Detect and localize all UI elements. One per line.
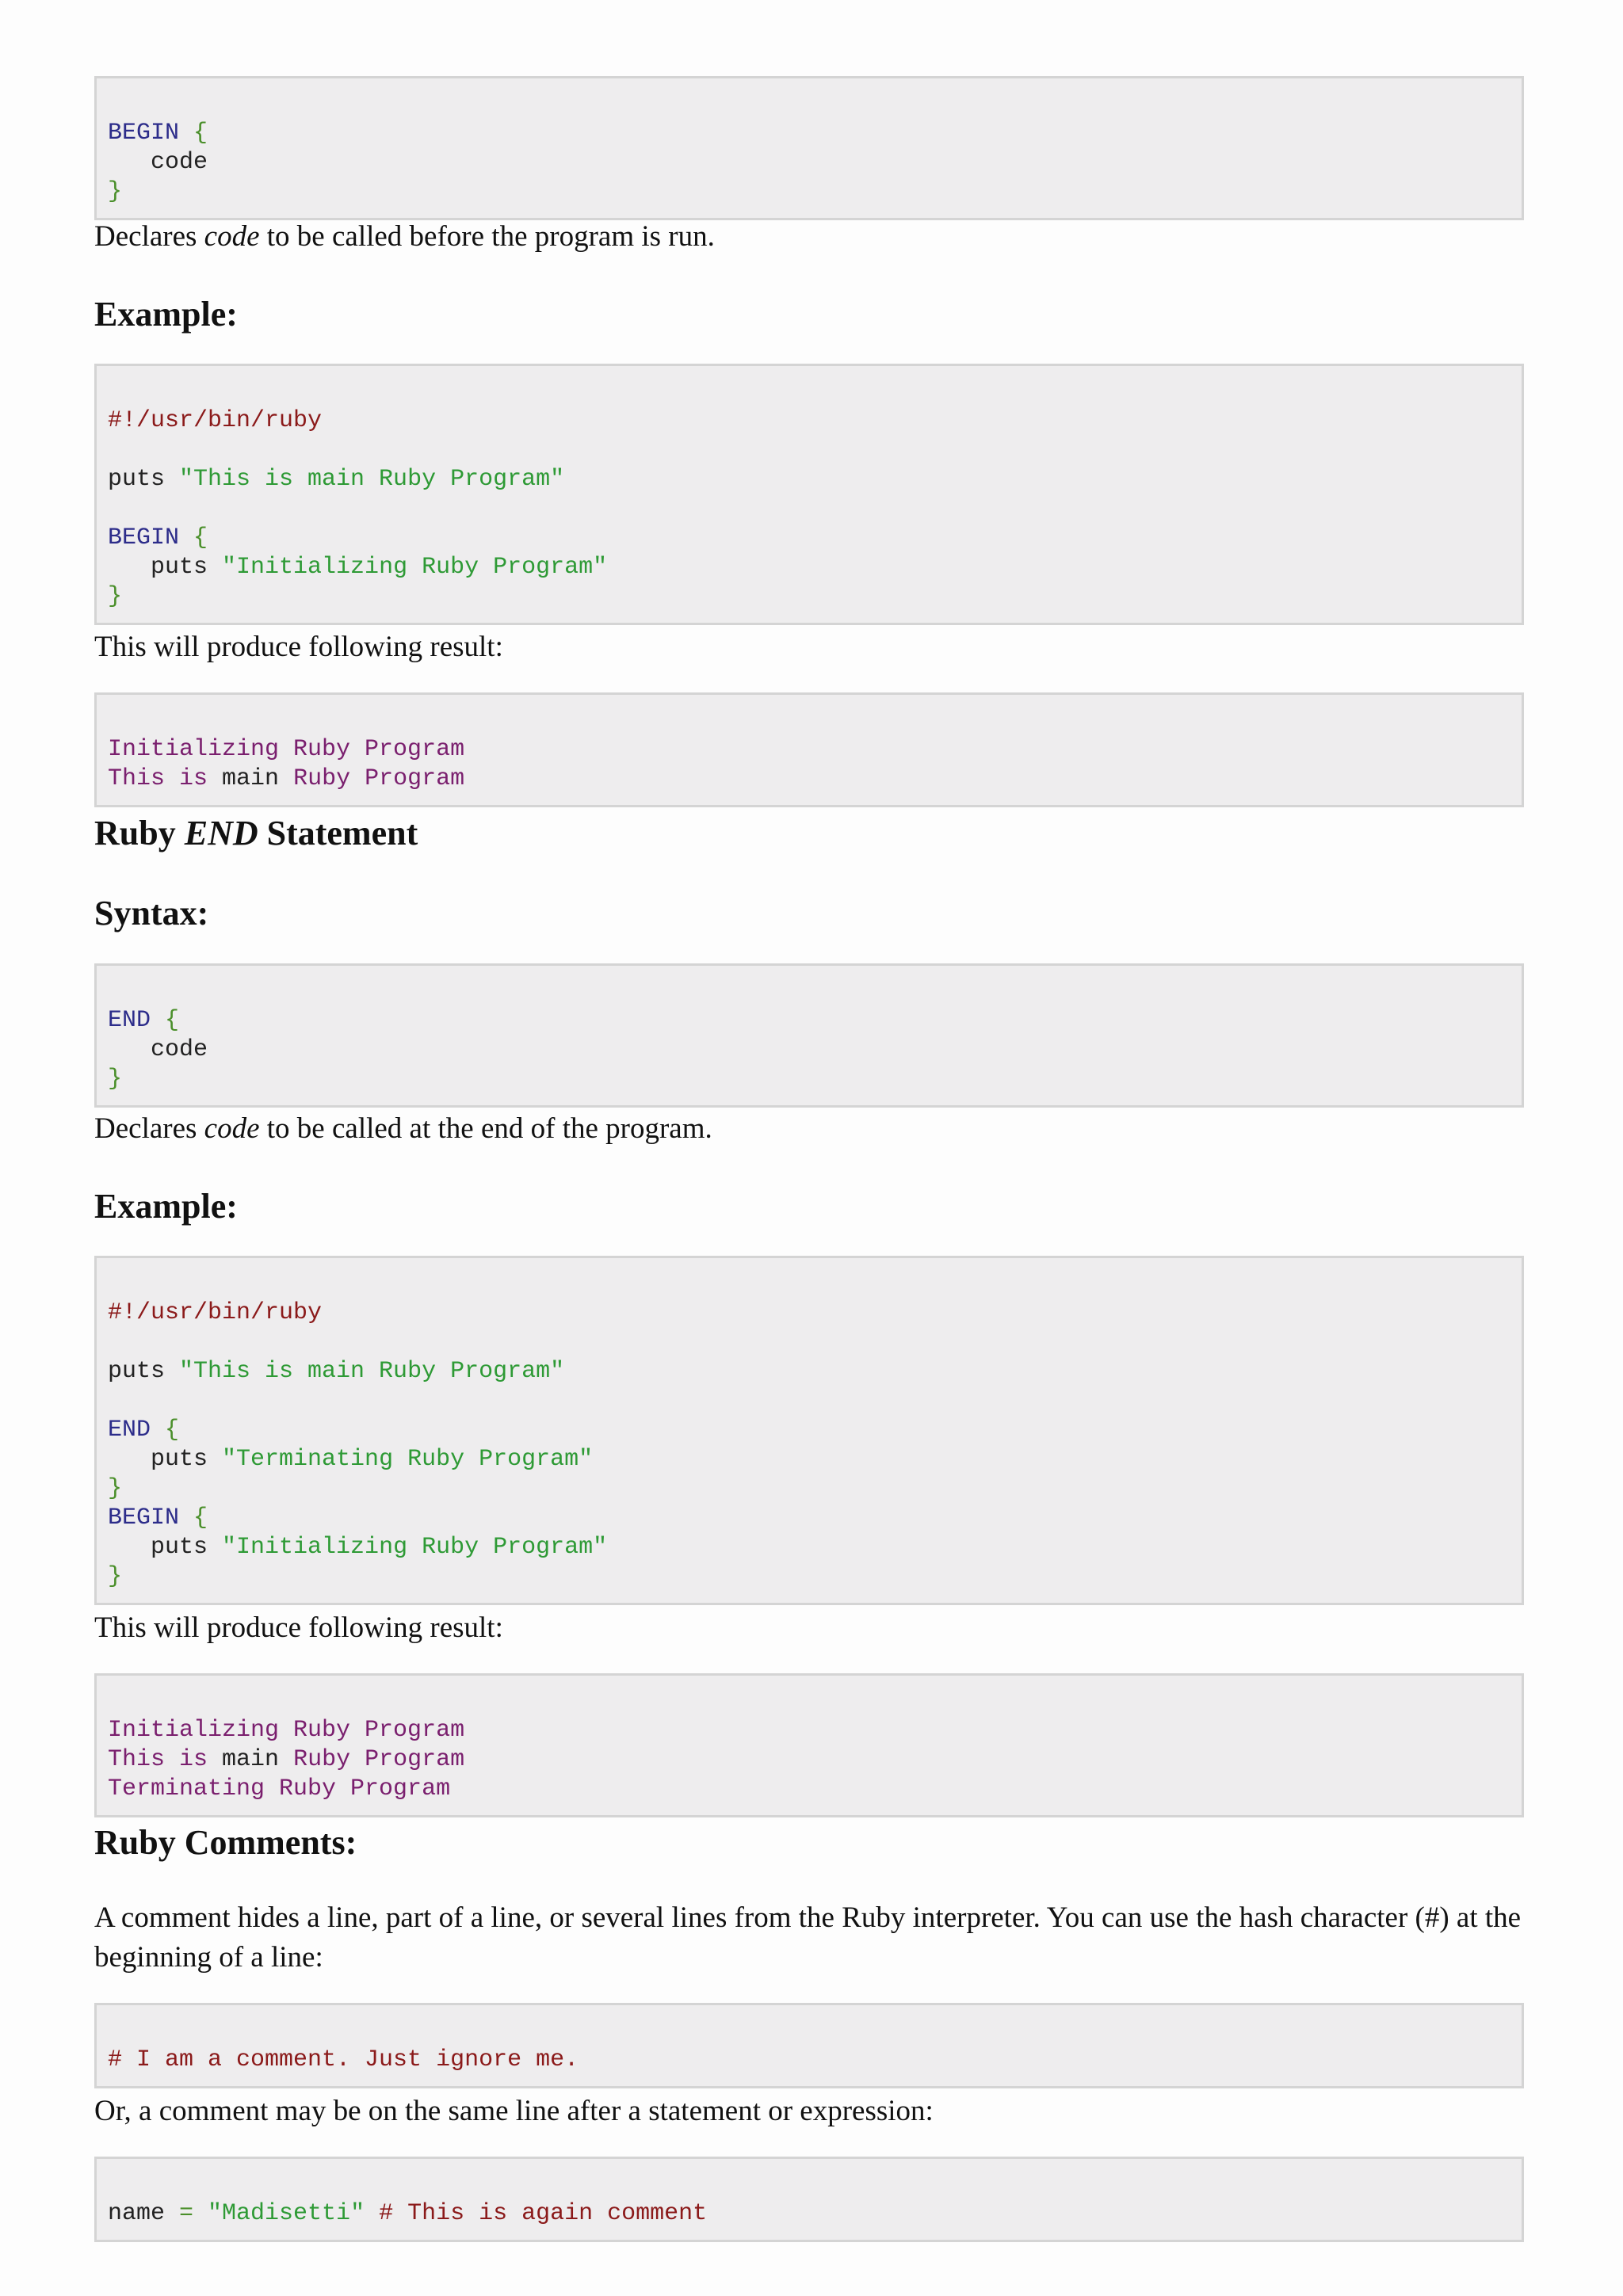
- paragraph: This will produce following result:: [94, 1611, 503, 1644]
- brace: {: [193, 120, 208, 147]
- heading-ruby-comments: Ruby Comments:: [94, 1823, 357, 1862]
- keyword: END: [108, 1007, 151, 1034]
- operator: =: [179, 2200, 194, 2227]
- comment: # This is again comment: [365, 2200, 708, 2227]
- code-line: code: [108, 1036, 208, 1063]
- keyword: BEGIN: [108, 120, 180, 147]
- string: "This is main Ruby Program": [179, 466, 565, 493]
- string: "This is main Ruby Program": [179, 1358, 565, 1385]
- code-line: code: [108, 149, 208, 176]
- paragraph: A comment hides a line, part of a line, or several lines from the Ruby interpreter. You can use the hash character (#) at the beginning of a line:: [94, 1901, 1522, 1974]
- code-block-end-syntax: END { code }: [94, 963, 1524, 1108]
- emphasis: code: [204, 1112, 260, 1145]
- string: "Terminating Ruby Program": [222, 1446, 594, 1473]
- output-block-2: Initializing Ruby Program This is main Ruby Program Terminating Ruby Program: [94, 1673, 1524, 1817]
- output-block-1: Initializing Ruby Program This is main Ruby Program: [94, 692, 1524, 807]
- shebang-line: #!/usr/bin/ruby: [108, 407, 323, 434]
- string: "Initializing Ruby Program": [222, 1534, 608, 1561]
- paragraph: Or, a comment may be on the same line after a statement or expression:: [94, 2095, 934, 2127]
- output-line: Initializing Ruby Program: [108, 736, 465, 763]
- paragraph: Declares code to be called before the program is run.: [94, 220, 715, 253]
- heading-ruby-end-statement: Ruby END Statement: [94, 814, 418, 852]
- heading-syntax: Syntax:: [94, 894, 209, 933]
- keyword: END: [108, 1417, 151, 1444]
- shebang-line: #!/usr/bin/ruby: [108, 1299, 323, 1326]
- paragraph: This will produce following result:: [94, 631, 503, 663]
- output-line: Initializing Ruby Program: [108, 1717, 465, 1744]
- comment-line: # I am a comment. Just ignore me.: [108, 2046, 579, 2073]
- output-line: Terminating Ruby Program: [108, 1775, 451, 1802]
- code-block-begin-example: #!/usr/bin/ruby puts "This is main Ruby Program" BEGIN { puts "Initializing Ruby Program" }: [94, 364, 1524, 625]
- code-block-comment: [94, 2003, 1524, 2088]
- code-block-end-example: #!/usr/bin/ruby puts "This is main Ruby Program" END { puts "Terminating Ruby Program" } BEGIN { puts "Initializing Ruby Program" }: [94, 1256, 1524, 1605]
- emphasis: code: [204, 220, 260, 253]
- paragraph: Declares code to be called at the end of the program.: [94, 1112, 712, 1145]
- heading-example: Example:: [94, 1187, 238, 1226]
- keyword: BEGIN: [108, 524, 180, 551]
- code-block-inline-comment: name = "Madisetti" # This is again comment: [94, 2157, 1524, 2242]
- string: "Initializing Ruby Program": [222, 554, 608, 581]
- brace: }: [108, 178, 123, 205]
- heading-example: Example:: [94, 295, 238, 334]
- string: "Madisetti": [193, 2200, 365, 2227]
- keyword: BEGIN: [108, 1505, 180, 1531]
- code-block-begin-syntax: [94, 76, 1524, 220]
